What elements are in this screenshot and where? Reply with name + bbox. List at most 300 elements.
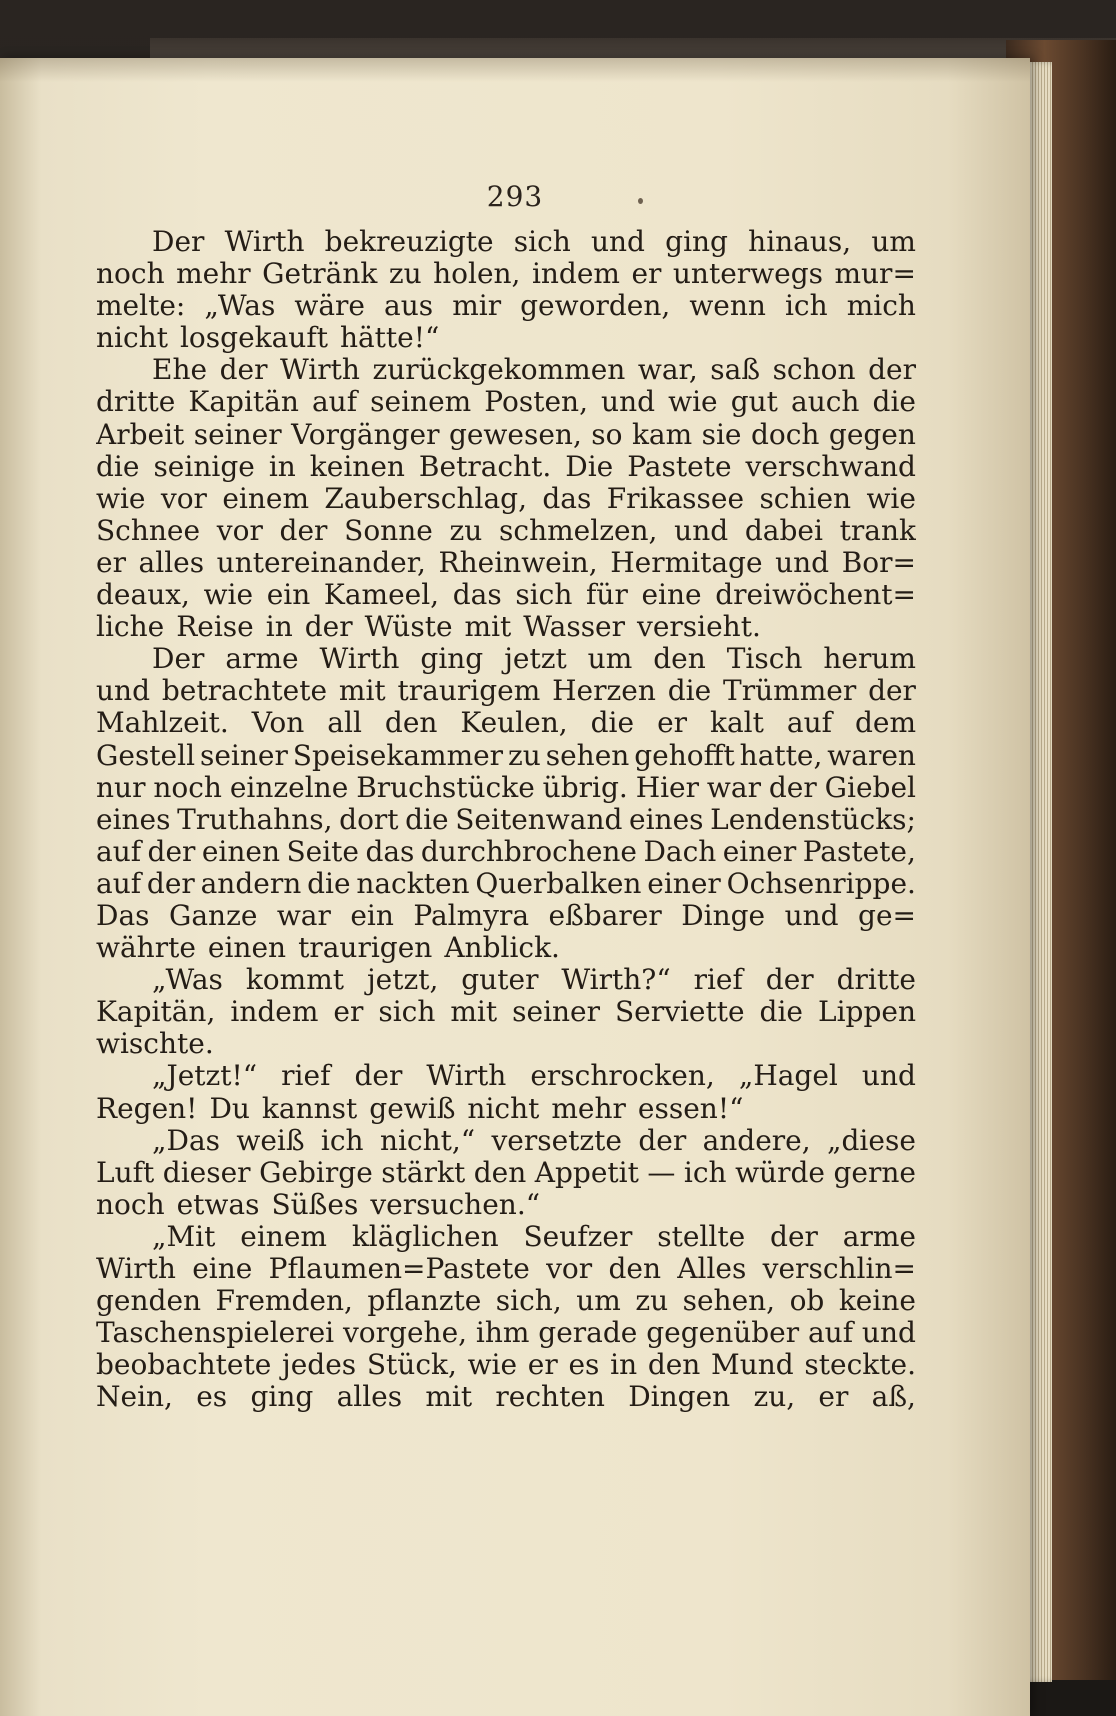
text-line	[96, 547, 916, 579]
word: andern	[200, 867, 302, 900]
text-line	[96, 258, 916, 290]
word: guter	[461, 964, 539, 997]
word: schien	[759, 482, 852, 515]
word: das	[542, 482, 592, 515]
word: Vorgänger	[291, 418, 440, 451]
word: Wirth	[280, 354, 360, 387]
word: schon	[772, 354, 856, 387]
word: Süßes	[271, 1188, 359, 1221]
word: so	[591, 418, 623, 451]
word: wie	[467, 1349, 518, 1382]
word: Pflaumen=Pastete	[268, 1253, 530, 1285]
word: vor	[216, 514, 263, 547]
word: und	[784, 899, 839, 932]
word: der	[638, 1124, 687, 1157]
word: der	[146, 867, 195, 900]
word: rechten	[495, 1381, 605, 1414]
word: den	[473, 1156, 527, 1189]
word: geworden,	[520, 290, 671, 323]
text-line	[96, 419, 916, 451]
word: in	[610, 1349, 638, 1382]
word: der	[147, 835, 196, 868]
word: Du	[209, 1092, 250, 1125]
word: verschlin=	[762, 1253, 916, 1285]
word: nicht	[467, 1092, 540, 1125]
text-line	[96, 707, 916, 739]
text-line	[96, 1349, 916, 1381]
word: war	[276, 899, 331, 932]
page-number: 293	[486, 180, 544, 213]
word: dem	[854, 707, 916, 740]
word: untereinander,	[216, 546, 426, 579]
word: nur	[96, 771, 146, 804]
word: dritte	[836, 964, 916, 997]
word: saß	[710, 354, 761, 387]
word: „Hagel	[738, 1060, 838, 1093]
word: rief	[693, 964, 743, 997]
word: eine	[641, 579, 702, 612]
text-line	[96, 804, 916, 836]
word: Arbeit	[96, 418, 185, 451]
word: mur=	[834, 258, 916, 291]
word: weiß	[236, 1124, 305, 1157]
word: ein	[266, 579, 311, 612]
word: doch	[750, 418, 820, 451]
word: traurigen	[298, 932, 433, 965]
word: ich	[320, 1124, 364, 1157]
word: dreiwöchent=	[715, 579, 916, 612]
word: Dach	[643, 835, 717, 868]
word: sich	[378, 996, 436, 1029]
word: ging	[250, 1381, 314, 1414]
word: Der	[152, 643, 205, 676]
word: Das	[96, 899, 150, 932]
text-line	[96, 1125, 916, 1157]
word: Frikassee	[606, 482, 745, 515]
word: Taschenspielerei	[96, 1317, 335, 1350]
word: seiner	[193, 418, 282, 451]
word: und	[590, 226, 645, 258]
word: um	[576, 1285, 621, 1318]
word: Kapitän	[188, 386, 299, 419]
word: „Was	[204, 290, 276, 323]
text-line	[96, 515, 916, 547]
word: vor	[546, 1253, 593, 1285]
word: Von	[251, 707, 305, 740]
word: er	[96, 546, 126, 579]
word: Die	[565, 450, 614, 483]
word: auf	[807, 1317, 854, 1350]
word: —	[647, 1156, 676, 1189]
word: schmelzen,	[499, 514, 658, 547]
word: und	[96, 675, 150, 708]
text-line	[96, 483, 916, 515]
word: losgekauft	[179, 322, 328, 355]
word: gewiß	[369, 1092, 456, 1125]
word: auch	[791, 386, 860, 419]
text-line	[96, 643, 916, 675]
word: Tisch	[726, 643, 803, 676]
word: sehen,	[682, 1285, 776, 1318]
word: der	[768, 771, 817, 804]
word: seiner	[512, 996, 601, 1029]
word: Wirth	[224, 226, 305, 258]
word: und	[601, 386, 656, 419]
word: gerade	[538, 1317, 638, 1350]
body-text	[96, 226, 916, 1413]
word: „diese	[827, 1124, 916, 1157]
word: deaux,	[96, 579, 190, 612]
word: sich	[513, 226, 571, 258]
word: zu,	[753, 1381, 796, 1414]
word: den	[647, 1349, 701, 1382]
word: es	[568, 1349, 600, 1382]
word: hätte!“	[339, 322, 440, 355]
word: sich,	[495, 1285, 562, 1318]
word: den	[384, 707, 438, 740]
word: Pastete	[627, 450, 732, 483]
word: zu	[449, 514, 483, 547]
word: traurigem	[397, 675, 541, 708]
word: mit	[338, 675, 386, 708]
text-line	[96, 1285, 916, 1317]
word: Wasser	[523, 611, 626, 644]
word: Mund	[711, 1349, 794, 1382]
word: Wirth	[96, 1253, 176, 1285]
word: Kameel,	[323, 579, 440, 612]
word: sich	[515, 579, 573, 612]
word: währte	[96, 932, 196, 965]
word: wäre	[294, 290, 365, 323]
word: Ganze	[168, 899, 258, 932]
word: der	[304, 611, 353, 644]
word: der	[765, 964, 814, 997]
word: übrig.	[542, 771, 628, 804]
word: nackten	[356, 867, 470, 900]
word: um	[871, 226, 916, 258]
word: Wirth	[319, 643, 400, 676]
word: den	[653, 643, 706, 676]
text-line	[96, 772, 916, 804]
word: rief	[281, 1060, 331, 1093]
word: die	[96, 450, 140, 483]
word: gerne	[833, 1156, 916, 1189]
word: die	[590, 707, 635, 740]
word: dabei	[744, 514, 823, 547]
word: kannst	[261, 1092, 358, 1125]
word: einen	[201, 835, 281, 868]
word: arme	[225, 643, 299, 676]
word: der	[868, 354, 916, 387]
word: Dingen	[628, 1381, 731, 1414]
word: Wüste	[364, 611, 453, 644]
word: in	[265, 611, 293, 644]
word: er	[818, 1381, 849, 1414]
word: keinen	[309, 450, 405, 483]
word: Wirth	[426, 1060, 507, 1093]
word: eines	[629, 803, 704, 836]
text-line	[96, 1221, 916, 1253]
word: kalt	[710, 707, 764, 740]
word: all	[327, 707, 362, 740]
word: indem	[230, 996, 319, 1029]
word: würde	[735, 1156, 825, 1189]
word: unterwegs	[672, 258, 823, 291]
word: den	[608, 1253, 661, 1285]
word: wenn	[689, 290, 766, 323]
text-line	[96, 964, 916, 996]
word: Herzen	[552, 675, 656, 708]
word: steckte.	[804, 1349, 916, 1382]
word: auf	[96, 835, 142, 868]
text-line	[96, 290, 916, 322]
word: Stück,	[366, 1349, 457, 1382]
word: seinige	[153, 450, 255, 483]
word: einen	[207, 932, 287, 965]
word: Querbalken	[475, 867, 642, 900]
word: Lippen	[817, 996, 916, 1029]
word: seinem	[370, 386, 472, 419]
word: er	[333, 996, 364, 1029]
word: Schnee	[96, 514, 201, 547]
word: betrachtete	[161, 675, 328, 708]
word: versuchen.“	[370, 1188, 541, 1221]
word: und	[775, 546, 830, 579]
word: Seite	[286, 835, 359, 868]
word: der	[219, 354, 268, 387]
word: Rheinwein,	[438, 546, 598, 579]
word: der	[354, 1060, 403, 1093]
word: Betracht.	[418, 450, 552, 483]
word: Gebirge	[259, 1156, 373, 1189]
word: Truthahns,	[177, 803, 333, 836]
text-line	[96, 451, 916, 483]
word: wie	[668, 386, 718, 419]
word: mich	[846, 290, 916, 323]
word: versetzte	[491, 1124, 622, 1157]
word: verschwand	[745, 450, 916, 483]
word: waren	[827, 739, 916, 772]
word: Wirth?“	[561, 964, 671, 997]
word: gegenüber	[646, 1317, 800, 1350]
text-line	[96, 1028, 916, 1060]
word: alles	[336, 1381, 403, 1414]
word: ich	[784, 290, 828, 323]
word: Getränk	[262, 258, 378, 291]
word: die	[307, 867, 351, 900]
word: Kapitän,	[96, 996, 216, 1029]
word: Zauberschlag,	[324, 482, 527, 515]
text-line	[96, 836, 916, 868]
word: es	[196, 1381, 228, 1414]
word: Giebel	[824, 771, 916, 804]
word: wischte.	[96, 1028, 214, 1061]
word: zurückgekommen	[372, 354, 626, 387]
word: Ochsenrippe.	[726, 867, 916, 900]
word: dort	[339, 803, 399, 836]
word: alles	[138, 546, 205, 579]
word: einer	[647, 867, 721, 900]
word: zu	[635, 1285, 669, 1318]
text-line	[96, 226, 916, 258]
word: Luft	[96, 1156, 155, 1189]
word: zu	[508, 739, 541, 772]
word: „Mit	[152, 1220, 216, 1253]
word: der	[770, 1220, 818, 1253]
word: Speisekammer	[292, 739, 504, 772]
text-line	[96, 1157, 916, 1189]
word: ein	[350, 899, 394, 932]
word: vor	[160, 482, 207, 515]
word: Posten,	[484, 386, 588, 419]
text-line	[96, 868, 916, 900]
text-line	[96, 386, 916, 418]
word: das	[365, 835, 415, 868]
word: pflanzte	[367, 1285, 482, 1318]
word: Seufzer	[523, 1220, 633, 1253]
word: genden	[96, 1285, 202, 1318]
word: war,	[637, 354, 698, 387]
word: hatte,	[739, 739, 823, 772]
word: Appetit	[534, 1156, 639, 1189]
text-line	[96, 1381, 916, 1413]
word: „Jetzt!“	[152, 1060, 258, 1093]
word: stärkt	[381, 1156, 466, 1189]
word: etwas	[176, 1188, 260, 1221]
word: auf	[786, 707, 832, 740]
word: andere,	[702, 1124, 811, 1157]
book-page	[0, 58, 1030, 1716]
word: noch	[153, 771, 222, 804]
text-line	[96, 354, 916, 386]
word: Hier	[635, 771, 700, 804]
word: Palmyra	[413, 899, 530, 932]
text-line	[96, 740, 916, 772]
text-line	[96, 1317, 916, 1349]
word: kläglichen	[351, 1220, 499, 1253]
word: gut	[730, 386, 778, 419]
word: Nein,	[96, 1381, 173, 1414]
word: stellte	[657, 1220, 746, 1253]
text-line	[96, 1060, 916, 1092]
word: gegen	[828, 418, 916, 451]
word: dritte	[96, 386, 176, 419]
word: er	[527, 1349, 558, 1382]
word: aus	[384, 290, 434, 323]
word: in	[268, 450, 296, 483]
word: zu	[388, 258, 422, 291]
word: das	[452, 579, 502, 612]
word: beobachtete	[96, 1349, 272, 1382]
word: mit	[450, 996, 498, 1029]
word: auf	[96, 867, 142, 900]
word: Keulen,	[460, 707, 568, 740]
word: für	[586, 579, 628, 612]
word: Anblick.	[444, 932, 560, 965]
word: ihm	[475, 1317, 530, 1350]
word: sehen	[545, 739, 630, 772]
word: auf	[311, 386, 358, 419]
word: er	[631, 258, 662, 291]
word: Fremden,	[215, 1285, 353, 1318]
word: hinaus,	[748, 226, 852, 258]
word: die	[667, 675, 712, 708]
word: dieser	[162, 1156, 251, 1189]
word: indem	[531, 258, 620, 291]
text-line	[96, 611, 916, 643]
word: eines	[96, 803, 171, 836]
word: Der	[152, 226, 205, 258]
word: Gestell	[96, 739, 196, 772]
word: Serviette	[615, 996, 745, 1029]
word: mir	[452, 290, 502, 323]
word: noch	[96, 1188, 165, 1221]
text-line	[96, 579, 916, 611]
word: ging	[420, 643, 484, 676]
word: jetzt,	[366, 964, 439, 997]
word: trank	[839, 514, 916, 547]
word: mehr	[551, 1092, 626, 1125]
word: Trümmer	[723, 675, 857, 708]
word: bekreuzigte	[324, 226, 494, 258]
word: Regen!	[96, 1092, 198, 1125]
word: Ehe	[152, 354, 208, 387]
word: „Was	[152, 964, 223, 997]
word: wie	[96, 482, 146, 515]
word: holen,	[433, 258, 521, 291]
word: wie	[203, 579, 254, 612]
word: ge=	[858, 899, 916, 932]
word: arme	[842, 1220, 916, 1253]
text-line	[96, 932, 916, 964]
text-line	[96, 900, 916, 932]
word: Pastete,	[802, 835, 916, 868]
word: noch	[96, 258, 165, 291]
word: und	[861, 1060, 916, 1093]
word: liche	[96, 611, 165, 644]
word: sie	[701, 418, 742, 451]
word: mehr	[176, 258, 251, 291]
word: war	[706, 771, 761, 804]
word: keine	[838, 1285, 916, 1318]
word: kam	[631, 418, 693, 451]
word: ging	[665, 226, 728, 258]
word: einem	[240, 1220, 327, 1253]
text-line	[96, 1093, 916, 1125]
text-line	[96, 996, 916, 1028]
word: jetzt	[504, 643, 567, 676]
text-line	[96, 1253, 916, 1285]
word: gehofft	[634, 739, 735, 772]
word: Mahlzeit.	[96, 707, 229, 740]
word: melte:	[96, 290, 186, 323]
word: eine	[192, 1253, 253, 1285]
word: kommt	[245, 964, 345, 997]
word: eßbarer	[548, 899, 662, 932]
word: „Das	[152, 1124, 221, 1157]
word: herum	[823, 643, 916, 676]
word: durchbrochene	[420, 835, 637, 868]
word: er	[657, 707, 688, 740]
word: Seitenwand	[455, 803, 623, 836]
word: der	[868, 675, 916, 708]
word: mit	[464, 611, 512, 644]
word: und	[861, 1317, 916, 1350]
word: Alles	[677, 1253, 747, 1285]
word: Dinge	[681, 899, 766, 932]
word: seiner	[199, 739, 288, 772]
word: einer	[722, 835, 797, 868]
